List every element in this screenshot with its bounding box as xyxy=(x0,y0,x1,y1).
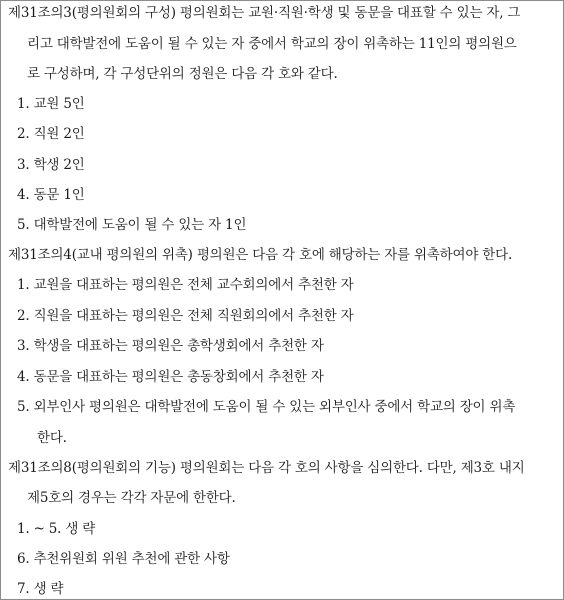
article-3-heading-cont-2: 로 구성하며, 각 구성단위의 정원은 다음 각 호와 같다. xyxy=(27,66,338,82)
article-8-heading-cont: 제5호의 경우는 각각 자문에 한한다. xyxy=(27,490,236,506)
article-8-item-1-5: 1. ~ 5. 생 략 xyxy=(17,521,96,537)
article-3-item-1: 1. 교원 5인 xyxy=(17,96,85,112)
article-4-item-5-cont: 한다. xyxy=(37,430,67,446)
article-4-heading: 제31조의4(교내 평의원의 위촉) 평의원은 다음 각 호에 해당하는 자를 위촉하여야 한다. xyxy=(8,247,513,263)
article-8-item-7: 7. 생 략 xyxy=(17,581,64,597)
article-4-item-1: 1. 교원을 대표하는 평의원은 전체 교수회의에서 추천한 자 xyxy=(17,277,354,293)
article-3-item-2: 2. 직원 2인 xyxy=(17,126,85,142)
article-4-item-3: 3. 학생을 대표하는 평의원은 총학생회에서 추천한 자 xyxy=(17,338,324,354)
article-3-heading-cont-1: 리고 대학발전에 도움이 될 수 있는 자 중에서 학교의 장이 위촉하는 11인의 평의원으 xyxy=(27,36,517,52)
article-4-item-2: 2. 직원을 대표하는 평의원은 전체 직원회의에서 추천한 자 xyxy=(17,308,354,324)
article-3-item-5: 5. 대학발전에 도움이 될 수 있는 자 1인 xyxy=(17,217,247,233)
article-8-heading: 제31조의8(평의원회의 기능) 평의원회는 다음 각 호의 사항을 심의한다. 다만, 제3호 내지 xyxy=(8,460,525,476)
article-3-item-4: 4. 동문 1인 xyxy=(17,187,85,203)
article-4-item-4: 4. 동문을 대표하는 평의원은 총동창회에서 추천한 자 xyxy=(17,369,324,385)
article-8-item-6: 6. 추천위원회 위원 추천에 관한 사항 xyxy=(17,551,230,567)
article-4-item-5: 5. 외부인사 평의원은 대학발전에 도움이 될 수 있는 외부인사 중에서 학교의 장이 위촉 xyxy=(17,399,516,415)
article-3-item-3: 3. 학생 2인 xyxy=(17,157,85,173)
article-3-heading: 제31조의3(평의원회의 구성) 평의원회는 교원·직원·학생 및 동문을 대표할 수 있는 자, 그 xyxy=(8,5,521,21)
